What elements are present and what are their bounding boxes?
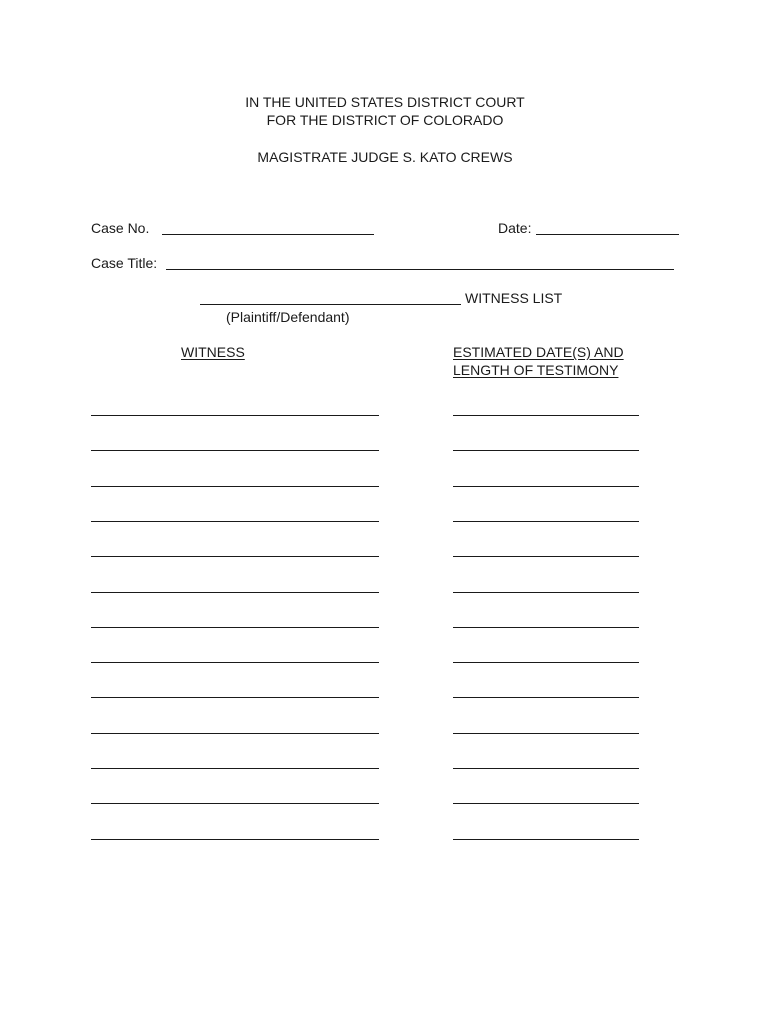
witness-name-field[interactable] [91,415,379,416]
testimony-estimate-field[interactable] [453,803,639,804]
testimony-estimate-field[interactable] [453,768,639,769]
estimate-column-header-line1: ESTIMATED DATE(S) AND [453,344,624,360]
witness-column-header: WITNESS [181,344,245,360]
witness-row [0,469,770,487]
testimony-estimate-field[interactable] [453,450,639,451]
witness-name-field[interactable] [91,733,379,734]
witness-name-field[interactable] [91,486,379,487]
testimony-estimate-field[interactable] [453,592,639,593]
witness-row [0,822,770,840]
witness-list-title: WITNESS LIST [465,290,563,306]
witness-row [0,680,770,698]
witness-name-field[interactable] [91,803,379,804]
witness-row [0,645,770,663]
testimony-estimate-field[interactable] [453,839,639,840]
witness-name-field[interactable] [91,662,379,663]
witness-name-field[interactable] [91,592,379,593]
testimony-estimate-field[interactable] [453,415,639,416]
witness-row [0,539,770,557]
witness-row [0,504,770,522]
judge-name: MAGISTRATE JUDGE S. KATO CREWS [257,149,513,165]
case-title-label: Case Title: [91,255,158,271]
party-caption: (Plaintiff/Defendant) [226,309,350,325]
case-no-label: Case No. [91,220,150,236]
testimony-estimate-field[interactable] [453,733,639,734]
witness-name-field[interactable] [91,521,379,522]
testimony-estimate-field[interactable] [453,556,639,557]
witness-name-field[interactable] [91,556,379,557]
party-field[interactable] [200,304,461,305]
testimony-estimate-field[interactable] [453,697,639,698]
witness-row [0,786,770,804]
date-label: Date: [498,220,532,236]
witness-row [0,398,770,416]
witness-row [0,575,770,593]
court-district: FOR THE DISTRICT OF COLORADO [266,112,504,128]
witness-name-field[interactable] [91,768,379,769]
witness-name-field[interactable] [91,839,379,840]
witness-row [0,751,770,769]
testimony-estimate-field[interactable] [453,662,639,663]
case-no-field[interactable] [162,234,374,235]
testimony-estimate-field[interactable] [453,486,639,487]
estimate-column-header-line2: LENGTH OF TESTIMONY [453,362,619,378]
court-name: IN THE UNITED STATES DISTRICT COURT [245,94,525,110]
witness-name-field[interactable] [91,627,379,628]
witness-row [0,433,770,451]
witness-row [0,610,770,628]
case-title-field[interactable] [166,269,674,270]
date-field[interactable] [536,234,679,235]
witness-name-field[interactable] [91,697,379,698]
witness-row [0,716,770,734]
testimony-estimate-field[interactable] [453,627,639,628]
witness-name-field[interactable] [91,450,379,451]
testimony-estimate-field[interactable] [453,521,639,522]
